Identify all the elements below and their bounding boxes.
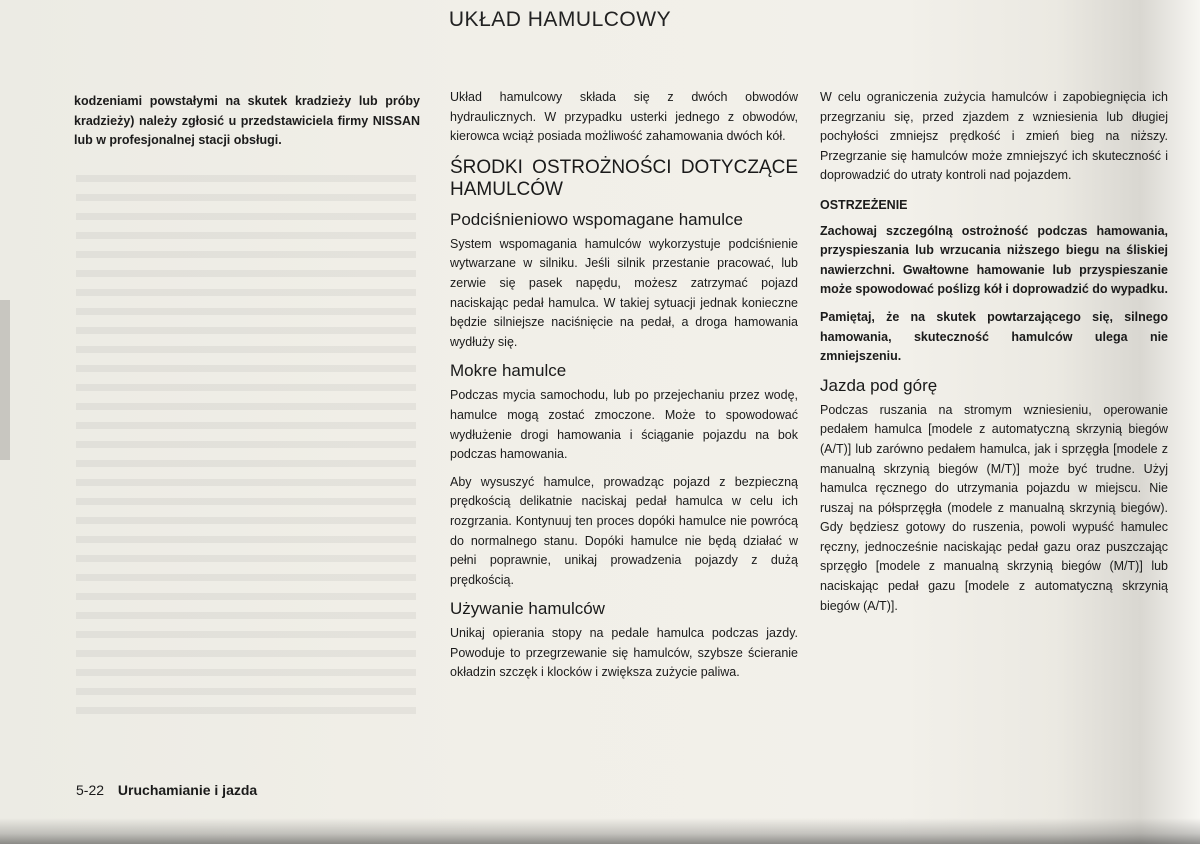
column-middle — [450, 88, 798, 691]
brake-precautions-heading: ŚRODKI OSTROŻNOŚCI DOTYCZĄCE HAMULCÓW — [450, 156, 798, 200]
chapter-title: Uruchamianie i jazda — [117, 782, 258, 798]
using-brakes-text: Unikaj opierania stopy na pedale hamulca podczas jazdy. Powoduje to przegrzewanie się hamulców, szybsze ścieranie okładzin szczęk i klocków i zwiększa zużycie paliwa. — [450, 626, 798, 680]
section-title: UKŁAD HAMULCOWY — [448, 8, 672, 31]
page-edge-shadow — [0, 818, 1200, 844]
downhill-intro: W celu ograniczenia zużycia hamulców i zapobiegnięcia ich przegrzaniu się, przed zjazdem z wzniesienia lub długiej pochyłości zmniejsz prędkość i zmień bieg na niższy. Przegrzanie się hamulców może zmniejszyć ich skuteczność i doprowadzić do utraty kontroli nad pojazdem. — [820, 90, 1168, 183]
uphill-text: Podczas ruszania na stromym wzniesieniu, operowanie pedałem hamulca [modele z automatyczną skrzynią biegów (A/T)] lub zarówno pedałem hamulca, jak i sprzęgła [modele z manualną skrzynią biegów (M/T)] może być trudne. Użyj hamulca ręcznego do utrzymania pojazdu w miejscu. Nie ruszaj na półsprzęgła (modele z manualną skrzynią biegów). Gdy będziesz gotowy do ruszenia, powoli wypuść hamulec ręczny, jednocześnie naciskając pedał gazu oraz puszczając sprzęgło [modele z manualną skrzynią biegów (M/T)] lub naciskając pedał gazu [modele z automatyczną skrzynią biegów (A/T)]. — [820, 402, 1168, 613]
wet-brakes-text-1: Podczas mycia samochodu, lub po przejechaniu przez wodę, hamulce mogą zostać zmoczone. Może to spowodować wydłużenie drogi hamowania i ściąganie pojazdu na bok podczas hamowania. — [450, 388, 798, 462]
column-left — [74, 92, 420, 159]
bleed-through-left — [76, 175, 416, 715]
vacuum-brakes-heading: Podciśnieniowo wspomagane hamulce — [450, 209, 743, 229]
warning-text-2: Pamiętaj, że na skutek powtarzającego się, silnego hamowania, skuteczność hamulców ulega nie zmniejszeniu. — [820, 309, 1168, 364]
wet-brakes-heading: Mokre hamulce — [450, 361, 567, 381]
using-brakes-heading: Używanie hamulców — [450, 599, 605, 619]
page-number: 5-22 — [76, 782, 105, 798]
wet-brakes-text-2: Aby wysuszyć hamulce, prowadząc pojazd z bezpieczną prędkością delikatnie naciskaj pedał hamulca w celu ich rozgrzania. Kontynuuj ten proces dopóki hamulce nie powrócą do normalnego stanu. Dopóki hamulce nie będą działać w pełni poprawnie, unikaj prowadzenia pojazdy z dużą prędkością. — [450, 474, 798, 587]
warning-heading: OSTRZEŻENIE — [820, 197, 908, 212]
brake-system-intro: Układ hamulcowy składa się z dwóch obwodów hydraulicznych. W przypadku usterki jednego z obwodów, kierowca wciąż posiada możliwość zahamowania dwóch kół. — [450, 90, 798, 144]
page-footer — [76, 782, 257, 798]
edge-tab-marker — [0, 300, 10, 460]
column-right — [820, 88, 1168, 624]
warning-text-1: Zachowaj szczególną ostrożność podczas hamowania, przyspieszania lub wrzucania niższego biegu na śliskiej nawierzchni. Gwałtowne hamowanie lub przyspieszanie może spowodować poślizg kół i doprowadzić do wypadku. — [820, 223, 1168, 297]
uphill-heading: Jazda pod górę — [820, 375, 938, 395]
vacuum-brakes-text: System wspomagania hamulców wykorzystuje podciśnienie wytwarzane w silniku. Jeśli silnik przestanie pracować, lub zerwie się pasek napędu, możesz zatrzymać pojazd naciskając pedał hamulca. W takiej sytuacji jednak konieczne będzie silniejsze naciśnięcie na pedał, a droga hamowania wydłuży się. — [450, 236, 798, 349]
theft-damage-note: kodzeniami powstałymi na skutek kradzieży lub próby kradzieży) należy zgłosić u przedstawiciela firmy NISSAN lub w profesjonalnej stacji obsługi. — [74, 94, 420, 148]
